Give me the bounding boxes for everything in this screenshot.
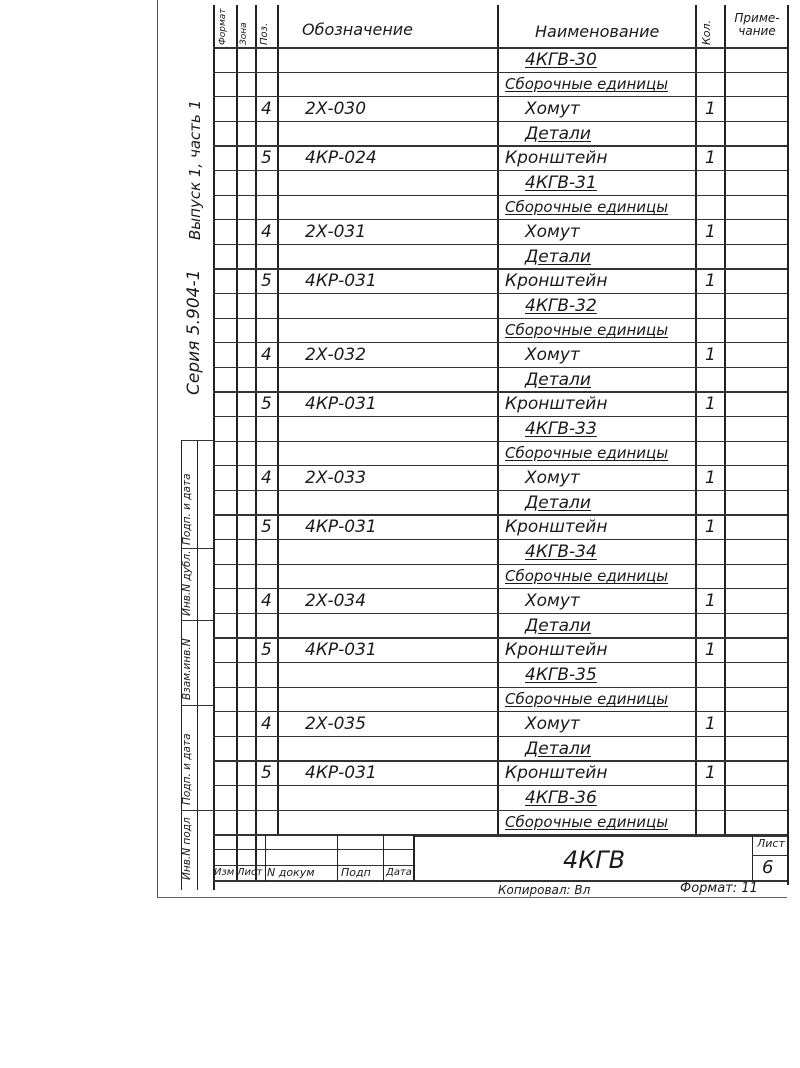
row-line	[213, 810, 787, 811]
row-name: Сборочные единицы	[505, 320, 669, 339]
row-qty: 1	[705, 148, 716, 169]
row-line	[213, 687, 787, 688]
row-line	[213, 391, 787, 392]
row-name: Кронштейн	[505, 640, 608, 661]
row-designation: 2Х-031	[305, 222, 367, 243]
titleblock-sheet-line	[752, 855, 787, 856]
stamp-divider	[181, 620, 213, 621]
row-name: 4КГВ-34	[525, 542, 597, 562]
row-line	[213, 490, 787, 491]
row-line	[213, 268, 787, 269]
row-line	[213, 72, 787, 73]
row-line	[213, 760, 787, 761]
row-name: Детали	[525, 246, 591, 267]
row-pos: 5	[261, 517, 272, 538]
col-format-border	[236, 5, 238, 881]
header-bottom-line	[213, 47, 787, 49]
stamp-outer-line	[213, 440, 215, 890]
series-label: Серия 5.904-1	[184, 269, 204, 395]
tb-col-list: Лист	[237, 867, 263, 878]
row-name: 4КГВ-31	[525, 173, 597, 193]
row-name: Хомут	[525, 222, 580, 243]
stamp-field-dup: Инв.N дубл.	[181, 550, 193, 616]
row-line	[213, 711, 787, 712]
row-pos: 4	[261, 714, 272, 735]
row-name: Детали	[525, 123, 591, 144]
row-line	[213, 195, 787, 196]
row-line	[213, 416, 787, 417]
stamp-field-sign2: Подп. и дата	[181, 473, 193, 545]
row-line	[213, 342, 787, 343]
titleblock-sheet-label: Лист	[757, 837, 785, 850]
row-qty: 1	[705, 714, 716, 735]
row-name: 4КГВ-32	[525, 296, 597, 316]
left-margin-line	[157, 0, 158, 897]
row-pos: 5	[261, 640, 272, 661]
row-qty: 1	[705, 468, 716, 489]
row-name: Кронштейн	[505, 394, 608, 415]
row-line	[213, 145, 787, 146]
row-line	[213, 514, 787, 515]
row-line	[213, 785, 787, 786]
row-pos: 4	[261, 591, 272, 612]
tb-col-sign: Подп	[341, 866, 371, 879]
row-qty: 1	[705, 763, 716, 784]
row-line	[213, 637, 787, 638]
row-designation: 4КР-031	[305, 271, 377, 292]
row-name: Детали	[525, 492, 591, 513]
tb-col-date: Дата	[386, 867, 412, 878]
row-name: Детали	[525, 615, 591, 636]
row-name: Хомут	[525, 714, 580, 735]
row-name: Сборочные единицы	[505, 566, 669, 585]
stamp-top-line	[181, 440, 213, 441]
header-zone: Зона	[239, 22, 249, 45]
row-pos: 4	[261, 99, 272, 120]
row-name: Сборочные единицы	[505, 443, 669, 462]
header-pos: Поз.	[259, 22, 270, 45]
row-line	[213, 293, 787, 294]
row-qty: 1	[705, 640, 716, 661]
row-line	[213, 441, 787, 442]
header-note: Приме-чание	[734, 11, 780, 38]
row-designation: 4КР-031	[305, 640, 377, 661]
stamp-divider	[181, 705, 213, 706]
row-line	[213, 121, 787, 122]
row-line	[213, 588, 787, 589]
stamp-inner-line	[197, 440, 198, 890]
row-qty: 1	[705, 99, 716, 120]
row-name: Хомут	[525, 468, 580, 489]
row-line	[213, 564, 787, 565]
tb-col	[265, 835, 266, 881]
copied-by: Копировал: Вл	[498, 883, 591, 897]
header-designation: Обозначение	[302, 20, 414, 39]
row-qty: 1	[705, 517, 716, 538]
row-pos: 5	[261, 271, 272, 292]
titleblock-sheet-divider	[752, 835, 753, 881]
titleblock-top-line	[413, 835, 787, 837]
row-pos: 5	[261, 148, 272, 169]
row-qty: 1	[705, 271, 716, 292]
row-name: Сборочные единицы	[505, 812, 669, 831]
row-name: Сборочные единицы	[505, 689, 669, 708]
table-right-border	[787, 5, 789, 885]
row-name: Кронштейн	[505, 517, 608, 538]
titleblock-divider	[413, 835, 415, 881]
row-line	[213, 244, 787, 245]
row-name: Сборочные единицы	[505, 197, 669, 216]
row-line	[213, 736, 787, 737]
row-name: 4КГВ-33	[525, 419, 597, 439]
row-name: Детали	[525, 369, 591, 390]
row-qty: 1	[705, 222, 716, 243]
row-designation: 4КР-031	[305, 763, 377, 784]
row-qty: 1	[705, 591, 716, 612]
row-qty: 1	[705, 345, 716, 366]
row-designation: 2Х-032	[305, 345, 367, 366]
header-qty: Кол.	[700, 19, 713, 45]
row-designation: 2Х-033	[305, 468, 367, 489]
row-line	[213, 367, 787, 368]
header-format: Формат	[218, 8, 228, 45]
row-name: Хомут	[525, 345, 580, 366]
row-designation: 4КР-024	[305, 148, 377, 169]
row-name: 4КГВ-30	[525, 50, 597, 70]
row-pos: 5	[261, 763, 272, 784]
row-name: Кронштейн	[505, 148, 608, 169]
row-designation: 2Х-030	[305, 99, 367, 120]
row-pos: 4	[261, 345, 272, 366]
row-pos: 4	[261, 468, 272, 489]
format-label: Формат: 11	[680, 881, 758, 896]
row-name: Хомут	[525, 99, 580, 120]
tb-col-doc: N докум	[267, 866, 315, 879]
tb-col	[383, 835, 384, 881]
row-name: Сборочные единицы	[505, 74, 669, 93]
row-line	[213, 613, 787, 614]
header-name: Наименование	[535, 22, 660, 41]
stamp-field-inv: Инв.N подл	[181, 817, 193, 880]
titleblock-doc: 4КГВ	[563, 846, 626, 874]
col-zone-border	[255, 5, 257, 881]
row-qty: 1	[705, 394, 716, 415]
tb-col-izm: Изм	[214, 867, 235, 878]
row-pos: 4	[261, 222, 272, 243]
titleblock-sheet-number: 6	[762, 857, 774, 878]
row-line	[213, 318, 787, 319]
stamp-divider	[181, 810, 213, 811]
row-designation: 4КР-031	[305, 394, 377, 415]
row-pos: 5	[261, 394, 272, 415]
tb-col	[337, 835, 338, 881]
row-designation: 4КР-031	[305, 517, 377, 538]
stamp-field-replace: Взам.инв.N	[181, 638, 193, 700]
row-name: Детали	[525, 738, 591, 759]
row-line	[213, 465, 787, 466]
row-designation: 2Х-034	[305, 591, 367, 612]
row-line	[213, 96, 787, 97]
row-line	[213, 539, 787, 540]
row-name: Кронштейн	[505, 763, 608, 784]
row-name: Кронштейн	[505, 271, 608, 292]
bottom-edge	[157, 897, 787, 898]
issue-label: Выпуск 1, часть 1	[186, 99, 204, 240]
row-line	[213, 219, 787, 220]
stamp-divider	[181, 548, 213, 549]
row-line	[213, 662, 787, 663]
row-name: Хомут	[525, 591, 580, 612]
row-line	[213, 170, 787, 171]
row-designation: 2Х-035	[305, 714, 367, 735]
stamp-field-sign: Подп. и дата	[181, 733, 193, 805]
row-name: 4КГВ-36	[525, 788, 597, 808]
row-name: 4КГВ-35	[525, 665, 597, 685]
